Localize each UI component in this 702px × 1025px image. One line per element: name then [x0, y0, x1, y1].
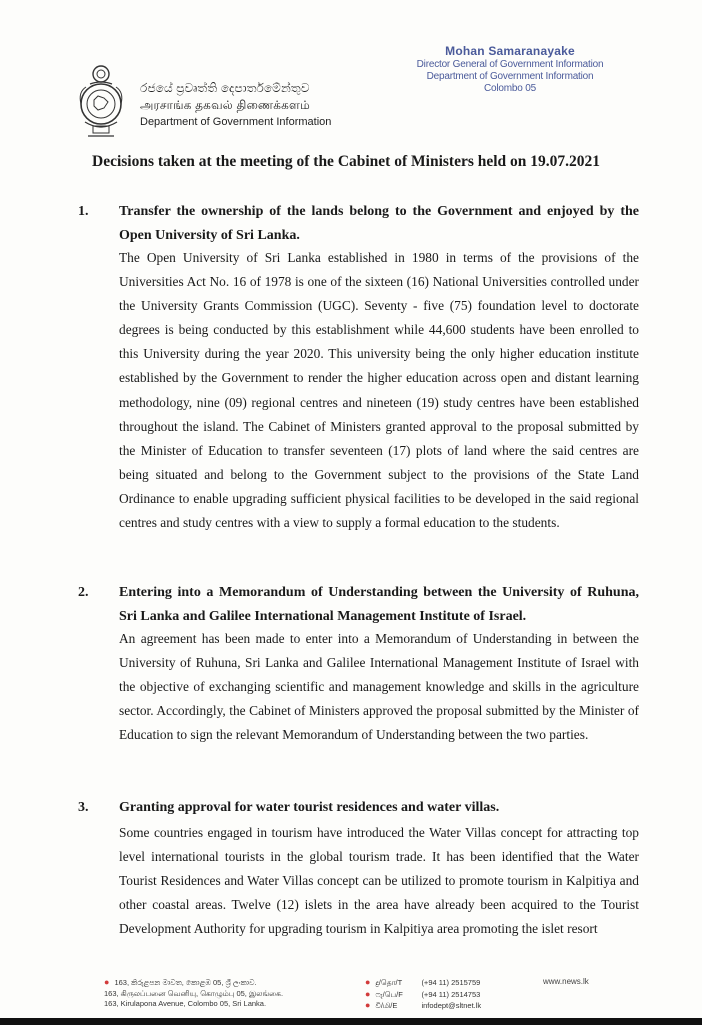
department-name-tamil: அரசாங்க தகவல் திணைக்களம்: [140, 98, 310, 112]
decision-number: 2.: [78, 585, 89, 600]
document-heading: Decisions taken at the meeting of the Cabinet of Ministers held on 19.07.2021: [92, 153, 601, 170]
department-name-block: [140, 80, 331, 131]
decision-title: Transfer the ownership of the lands belong to the Government and enjoyed by the Open University of Sri Lanka.: [119, 204, 639, 243]
decision-number: 3.: [78, 800, 89, 815]
email-address: infodept@sltnet.lk: [421, 1001, 482, 1010]
footer-contacts: [365, 977, 481, 1012]
stamp-name: Mohan Samaranayake: [445, 44, 575, 58]
address-tamil: 163, கிருலப்பனை வெனியு, கொழும்பு 05, இலங்கை.: [104, 988, 284, 998]
phone-number: (+94 11) 2515759: [421, 978, 481, 987]
bottom-border: [0, 1018, 702, 1025]
bullet-icon: ●: [365, 977, 371, 987]
bullet-icon: ●: [365, 988, 371, 999]
stamp-title: Director General of Government Information: [416, 59, 604, 70]
stamp-department: Department of Government Information: [426, 71, 594, 82]
footer-address: [90, 977, 283, 1010]
phone-label: දු/தொ/T: [375, 978, 403, 987]
stamp-city: Colombo 05: [484, 83, 536, 94]
decision-body: Some countries engaged in tourism have introduced the Water Villas concept for attracting top level international tourists in the global tourism trade. It has been identified that the Water Tourist Residences and Water Villas concept can be utilized to promote tourism in Kalpitiya and other coastal areas. Twelve (12) islets in the area have already been acquired to the Tourist Development Authority for upgrading tourism in Kalpitiya area promoting the islet resort: [119, 825, 639, 937]
website-link[interactable]: www.news.lk: [543, 977, 589, 986]
address-sinhala: 163, කිරුළපන මාවත, කොළඹ 05, ශ්‍රී ලංකාව.: [114, 978, 257, 987]
decision-number: 1.: [78, 204, 89, 219]
fax-number: (+94 11) 2514753: [421, 989, 481, 999]
address-english: 163, Kirulapona Avenue, Colombo 05, Sri Lanka.: [104, 999, 267, 1008]
department-name-sinhala: රජයේ ප්‍රවෘත්ති දෙපාර්තමේන්තුව: [140, 81, 310, 95]
department-name-english: Department of Government Information: [140, 116, 332, 128]
decision-title: Granting approval for water tourist residences and water villas.: [119, 800, 500, 815]
fax-label: ෆැ/பெ/F: [375, 989, 403, 999]
decision-body: The Open University of Sri Lanka established in 1980 in terms of the provisions of the Universities Act No. 16 of 1978 is one of the sixteen (16) National Universities controlled under the University Grants Commission (UGC). Seventy - five (75) foundation level to doctorate degrees is being conducted by this establishment while 44,600 students have been enrolled to this University during the year 2020. This university being the only higher education institute established by the Government to render the higher education across open and distant learning methodology, nine (09) regional centres and nineteen (19) study centres have been established throughout the island. The Cabinet of Ministers granted approval to the proposal submitted by the Minister of Education to transfer seventeen (17) plots of land where the said centres are being situated and belong to the Government subject to the provisions of the State Land Ordinance to enable upgrading sufficient physical facilities to be developed in the said regional centres and study centres with a view to supply a formal education to the students.: [119, 250, 639, 531]
official-stamp: [410, 44, 610, 95]
sri-lanka-emblem-logo: [76, 62, 126, 142]
bullet-icon: ●: [104, 977, 110, 987]
decision-body: An agreement has been made to enter into a Memorandum of Understanding in between the University of Ruhuna, Sri Lanka and Galilee International Management Institute of Israel with the objective of exchanging scientific and management knowledge and skills in the agriculture sector. Accordingly, the Cabinet of Ministers approved the proposal submitted by the Minister of Education to sign the relevant Memorandum of Understanding between the two parties.: [119, 631, 639, 743]
bullet-icon: ●: [365, 1000, 371, 1010]
email-label: වි/மி/E: [375, 1001, 398, 1010]
decision-title: Entering into a Memorandum of Understanding between the University of Ruhuna, Sri Lanka and Galilee International Management Institute of Israel.: [119, 585, 639, 624]
